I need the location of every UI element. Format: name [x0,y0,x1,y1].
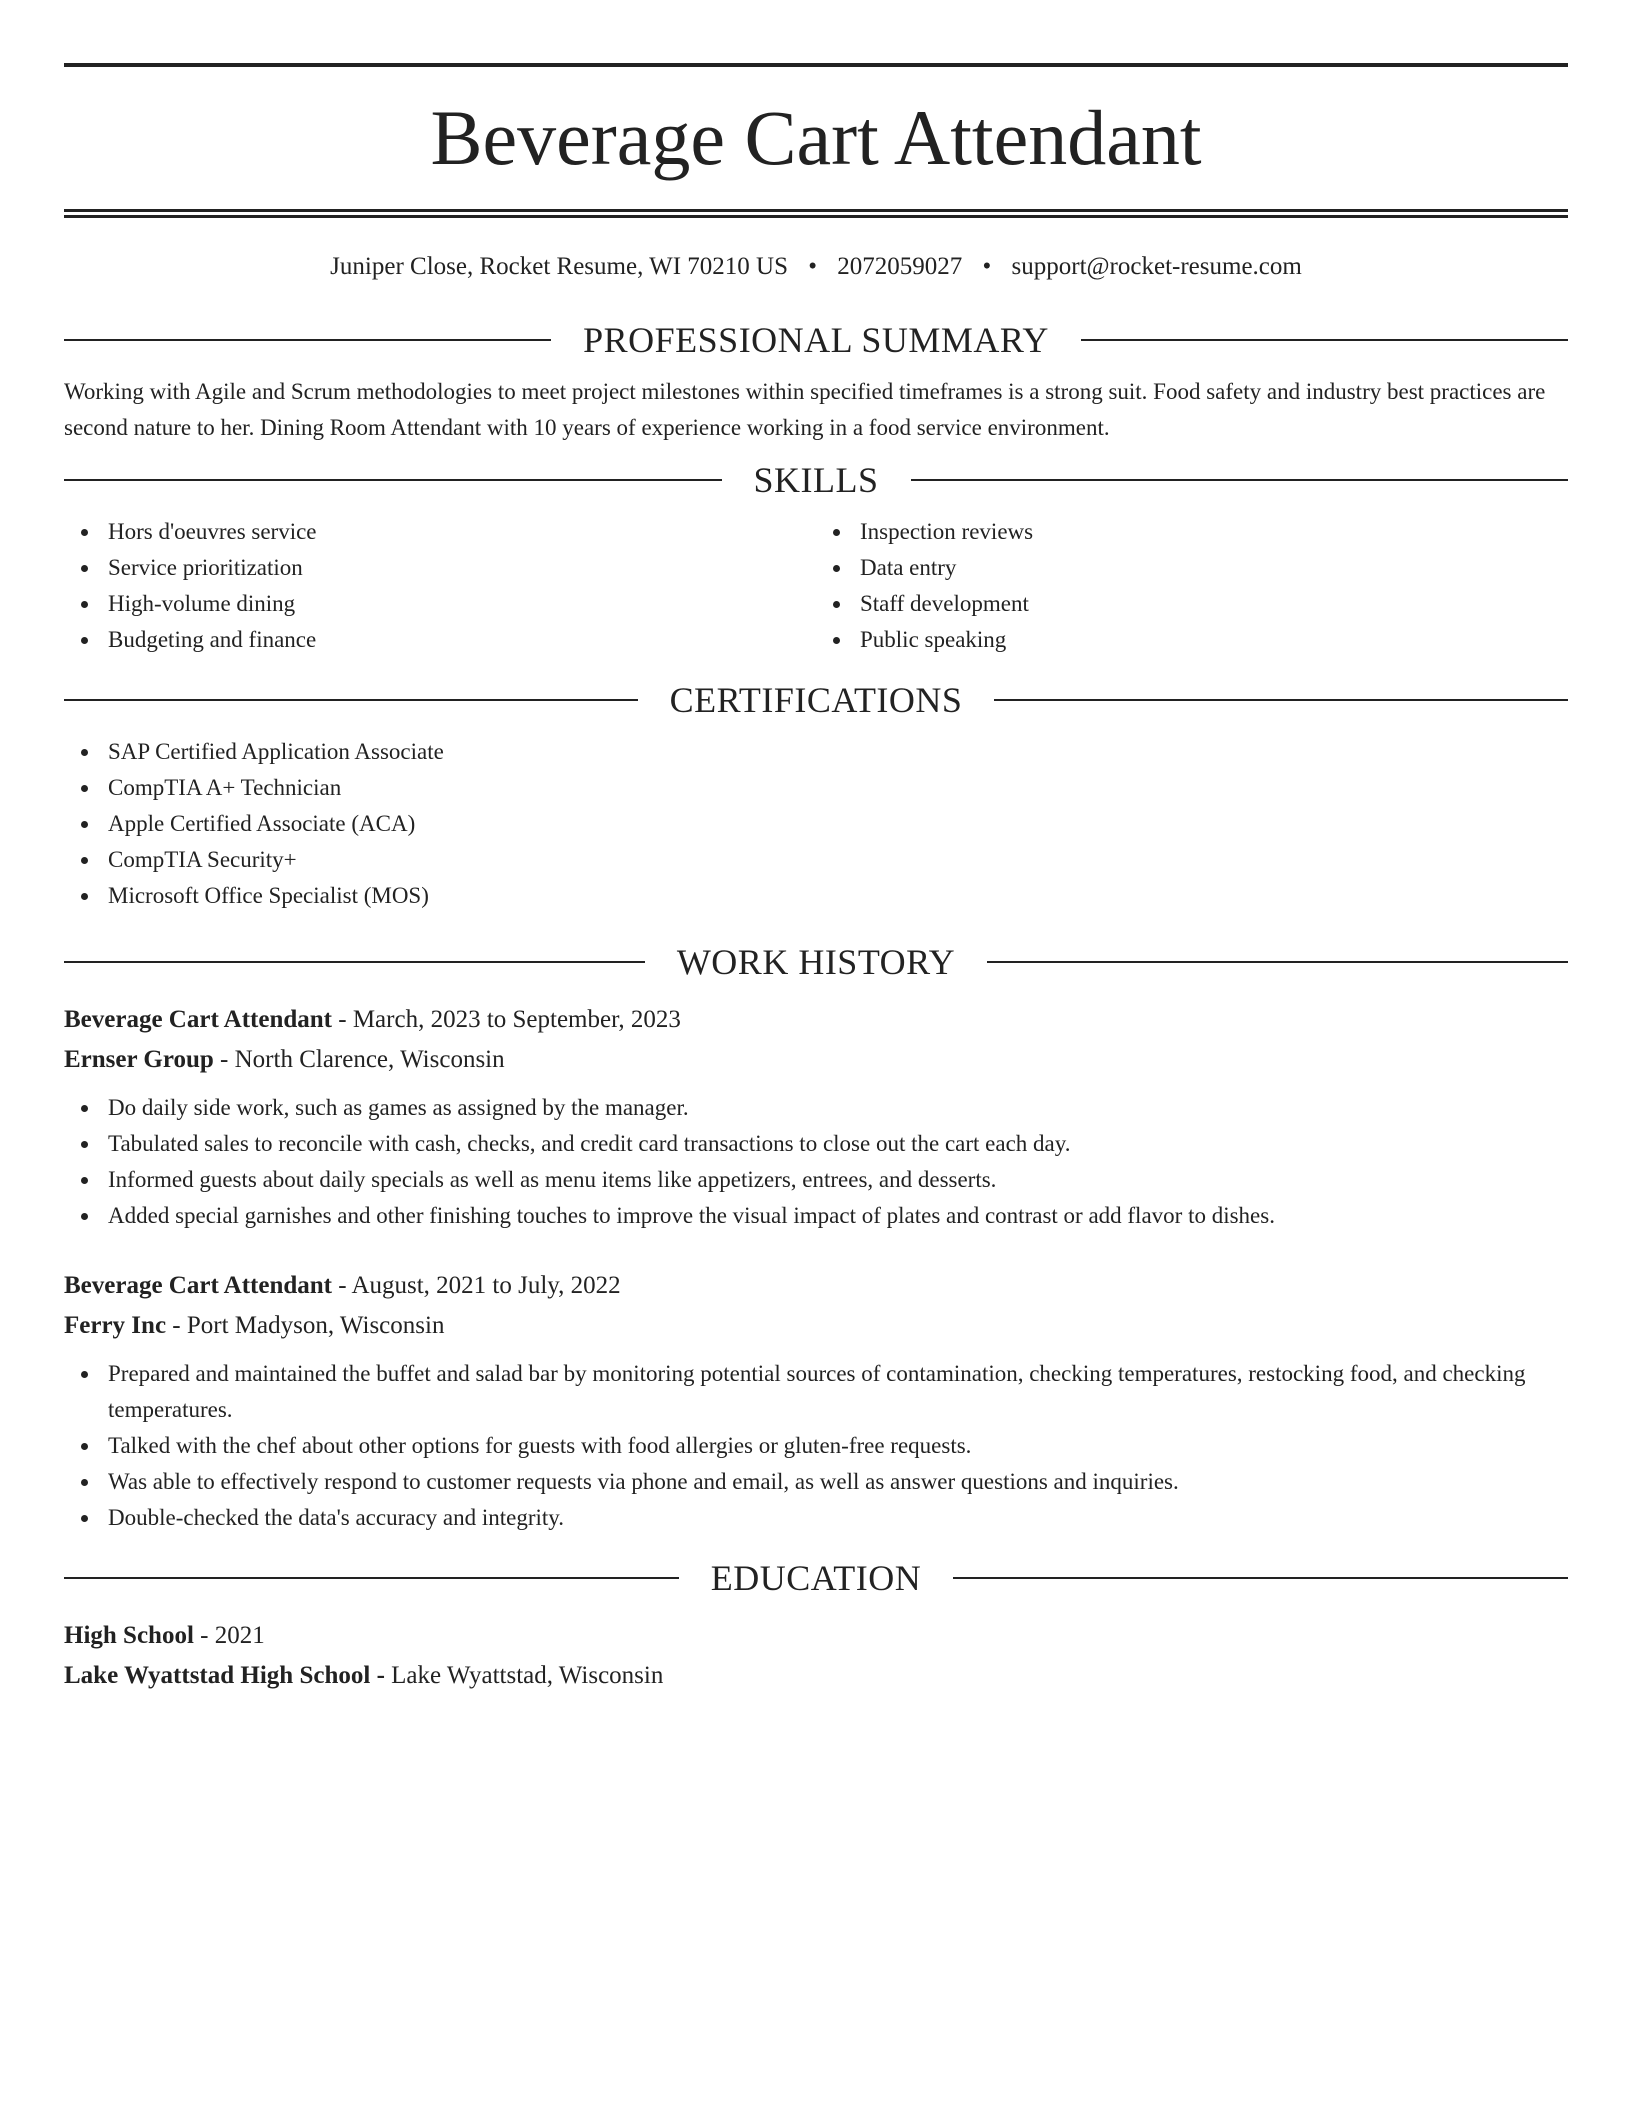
contact-line [64,252,1568,282]
job-role: Beverage Cart Attendant [64,1272,332,1299]
job-bullet: Was able to effectively respond to customer requests via phone and email, as well as answer questions and inquiries. [64,1464,1568,1500]
skill-item: Data entry [816,550,1568,586]
skills-heading: SKILLS [753,460,879,500]
certification-item: CompTIA Security+ [64,842,1568,878]
section-rule-right [953,1577,1568,1579]
certification-item: CompTIA A+ Technician [64,770,1568,806]
education-school: Lake Wyattstad High School [64,1662,371,1689]
section-rule-left [64,699,638,701]
skills-list-right [816,514,1568,658]
summary-heading: PROFESSIONAL SUMMARY [583,320,1049,360]
education-section-header [64,1560,1568,1596]
certifications-heading: CERTIFICATIONS [669,680,963,720]
section-rule-left [64,1577,679,1579]
contact-separator: • [982,253,992,280]
education-entry [64,1616,1568,1696]
education-year: - 2021 [193,1622,265,1649]
skill-item: Service prioritization [64,550,816,586]
job-bullet: Informed guests about daily specials as well as menu items like appetizers, entrees, and desserts. [64,1162,1568,1198]
job-bullet-list [64,1090,1568,1234]
certification-item: SAP Certified Application Associate [64,734,1568,770]
job-entry [64,1266,1568,1536]
skills-list-left [64,514,816,658]
section-rule-right [1081,339,1568,341]
job-bullet: Do daily side work, such as games as assigned by the manager. [64,1090,1568,1126]
job-bullet: Prepared and maintained the buffet and salad bar by monitoring potential sources of contamination, checking temperatures, restocking food, and checking temperatures. [64,1356,1568,1428]
summary-section-header [64,322,1568,358]
skill-item: Hors d'oeuvres service [64,514,816,550]
education-degree: High School [64,1622,194,1649]
skill-item: Staff development [816,586,1568,622]
job-bullet-list [64,1356,1568,1536]
contact-separator: • [808,253,818,280]
job-bullet: Added special garnishes and other finishing touches to improve the visual impact of plates and contrast or add flavor to dishes. [64,1198,1568,1234]
job-company: Ferry Inc [64,1312,167,1339]
education-school-line [64,1656,1568,1696]
education-degree-line [64,1616,1568,1656]
top-rule [64,63,1568,67]
job-bullet: Talked with the chef about other options for guests with food allergies or gluten-free requests. [64,1428,1568,1464]
skill-item: High-volume dining [64,586,816,622]
education-heading: EDUCATION [710,1558,922,1598]
section-rule-left [64,479,722,481]
job-location: - North Clarence, Wisconsin [213,1046,505,1073]
job-role-line [64,1266,1568,1306]
job-company-line [64,1040,1568,1080]
education-separator: - [370,1662,392,1689]
education-location: Lake Wyattstad, Wisconsin [391,1662,664,1689]
job-role-line [64,1000,1568,1040]
job-role: Beverage Cart Attendant [64,1006,332,1033]
contact-email: support@rocket-resume.com [1011,253,1302,280]
skill-item: Budgeting and finance [64,622,816,658]
certification-item: Microsoft Office Specialist (MOS) [64,878,1568,914]
certification-item: Apple Certified Associate (ACA) [64,806,1568,842]
section-rule-left [64,961,645,963]
job-dates: - March, 2023 to September, 2023 [332,1006,681,1033]
section-rule-right [911,479,1569,481]
job-company: Ernser Group [64,1046,214,1073]
job-location: - Port Madyson, Wisconsin [166,1312,445,1339]
job-dates: - August, 2021 to July, 2022 [332,1272,621,1299]
section-rule-left [64,339,551,341]
work-section-header [64,944,1568,980]
resume-title: Beverage Cart Attendant [430,94,1202,181]
contact-phone: 2072059027 [837,253,963,280]
section-rule-right [994,699,1568,701]
section-rule-right [987,961,1568,963]
certifications-section-header [64,682,1568,718]
job-bullet: Tabulated sales to reconcile with cash, checks, and credit card transactions to close out the cart each day. [64,1126,1568,1162]
work-heading: WORK HISTORY [676,942,956,982]
summary-text: Working with Agile and Scrum methodologies to meet project milestones within specified timeframes is a strong suit. Food safety and industry best practices are second nature to her. Dining Room Attendant with 10 years of experience working in a food service environment. [64,379,1546,440]
skills-columns [64,514,1568,658]
job-entry [64,1000,1568,1234]
title-double-rule [64,209,1568,218]
job-bullet: Double-checked the data's accuracy and integrity. [64,1500,1568,1536]
job-company-line [64,1306,1568,1346]
contact-address: Juniper Close, Rocket Resume, WI 70210 US [330,253,788,280]
skills-section-header [64,462,1568,498]
skill-item: Inspection reviews [816,514,1568,550]
skill-item: Public speaking [816,622,1568,658]
certifications-list [64,734,1568,914]
